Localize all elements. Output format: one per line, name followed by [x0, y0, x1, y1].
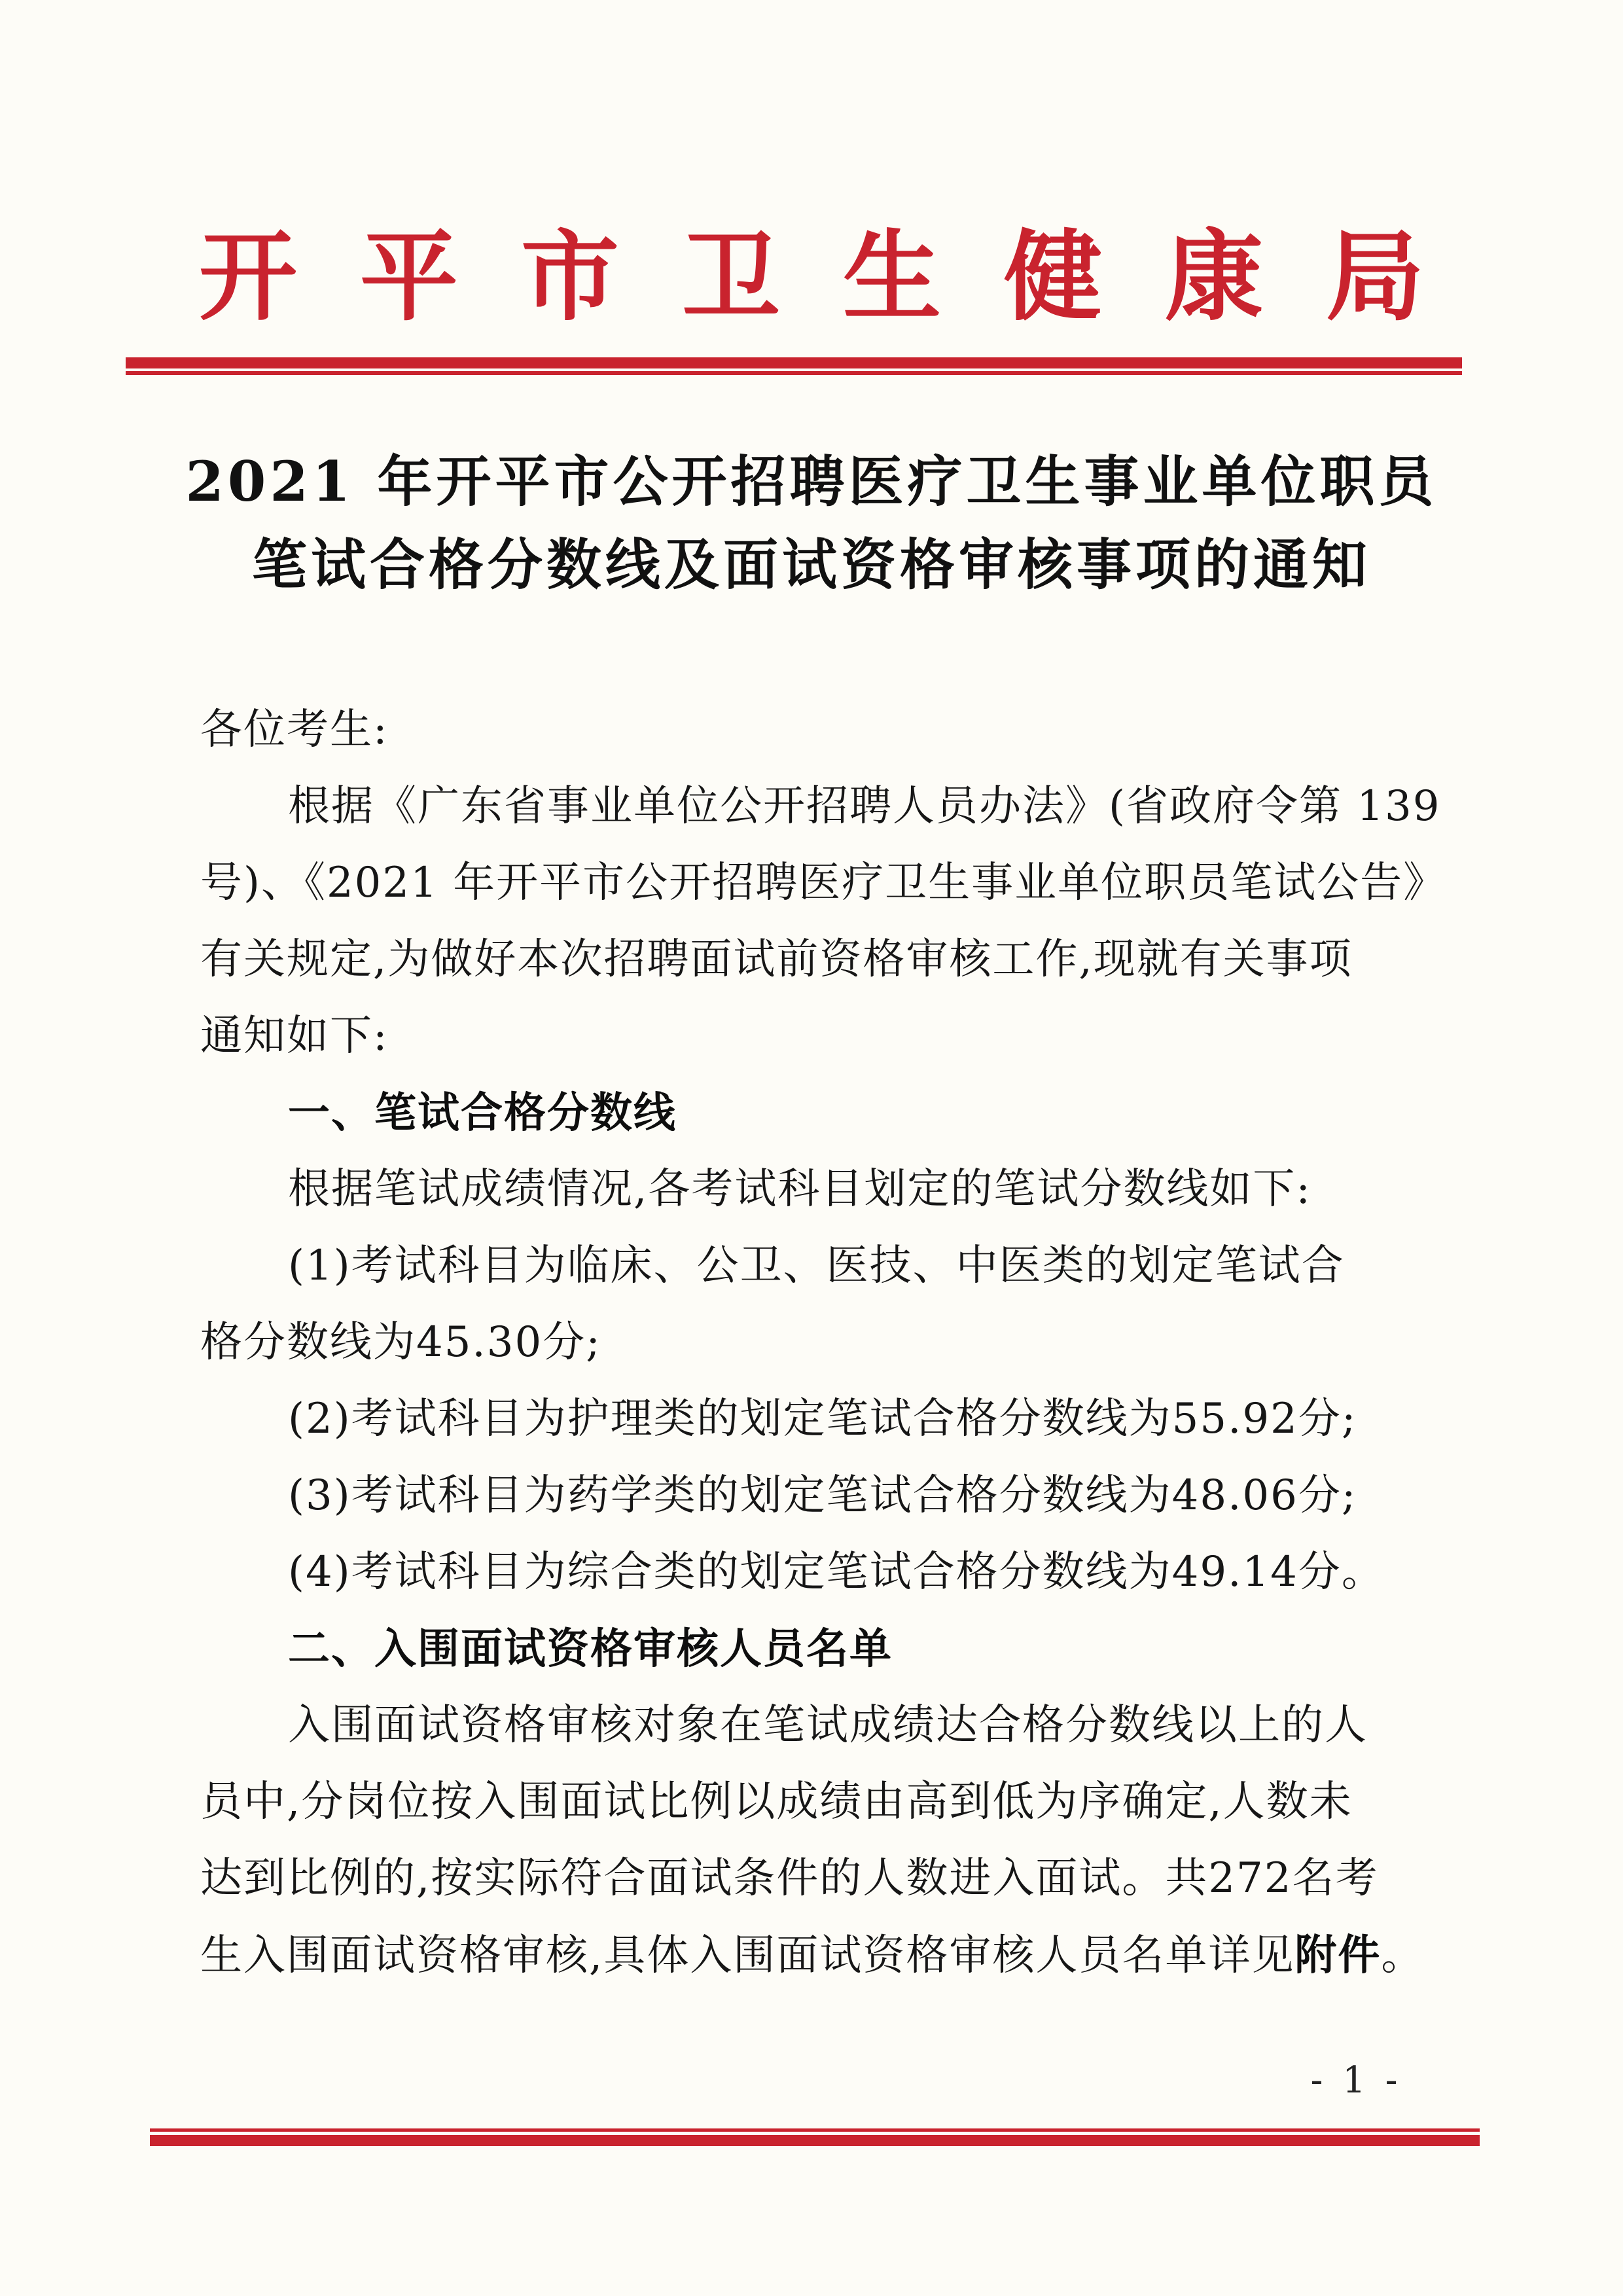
- letterhead-rule-thin: [126, 371, 1462, 375]
- attachment-reference: 附件: [1294, 1931, 1382, 1980]
- body-line: (3)考试科目为药学类的划定笔试合格分数线为48.06分;: [288, 1471, 1357, 1520]
- section-heading: 一、笔试合格分数线: [288, 1088, 677, 1138]
- body-line: 根据《广东省事业单位公开招聘人员办法》(省政府令第 139: [288, 782, 1441, 831]
- salutation: 各位考生:: [200, 706, 389, 754]
- body-line: 号)、《2021 年开平市公开招聘医疗卫生事业单位职员笔试公告》: [200, 859, 1447, 907]
- agency-letterhead: 开平市卫生健康局: [198, 219, 1487, 334]
- footer-separator: [150, 2128, 1480, 2146]
- letterhead-rule-thick: [126, 357, 1462, 368]
- body-line: 有关规定,为做好本次招聘面试前资格审核工作,现就有关事项: [200, 935, 1353, 984]
- body-line: (4)考试科目为综合类的划定笔试合格分数线为49.14分。: [288, 1548, 1385, 1596]
- section-heading: 二、入围面试资格审核人员名单: [288, 1624, 893, 1674]
- page-number: - 1 -: [1310, 2059, 1402, 2102]
- body-line: 生入围面试资格审核,具体入围面试资格审核人员名单详见附件。: [200, 1931, 1425, 1980]
- body-line: (2)考试科目为护理类的划定笔试合格分数线为55.92分;: [288, 1395, 1357, 1443]
- body-line: 达到比例的,按实际符合面试条件的人数进入面试。共272名考: [200, 1854, 1379, 1903]
- body-line: 员中,分岗位按入围面试比例以成绩由高到低为序确定,人数未: [200, 1778, 1353, 1826]
- body-line: 通知如下:: [200, 1012, 389, 1060]
- body-lines: [200, 768, 1450, 1994]
- notice-body: [200, 692, 1450, 1994]
- document-title: [0, 440, 1623, 606]
- letterhead-separator: [126, 357, 1462, 375]
- footer-rule-thin: [150, 2128, 1480, 2132]
- document-title-line-1: 2021 年开平市公开招聘医疗卫生事业单位职员: [185, 449, 1438, 514]
- body-line: (1)考试科目为临床、公卫、医技、中医类的划定笔试合: [288, 1242, 1345, 1290]
- body-line: 格分数线为45.30分;: [200, 1318, 601, 1367]
- body-line: 根据笔试成绩情况,各考试科目划定的笔试分数线如下:: [288, 1165, 1311, 1213]
- document-title-line-2: 笔试合格分数线及面试资格审核事项的通知: [251, 532, 1371, 597]
- body-line: 入围面试资格审核对象在笔试成绩达合格分数线以上的人: [288, 1701, 1368, 1749]
- footer-rule-thick: [150, 2135, 1480, 2146]
